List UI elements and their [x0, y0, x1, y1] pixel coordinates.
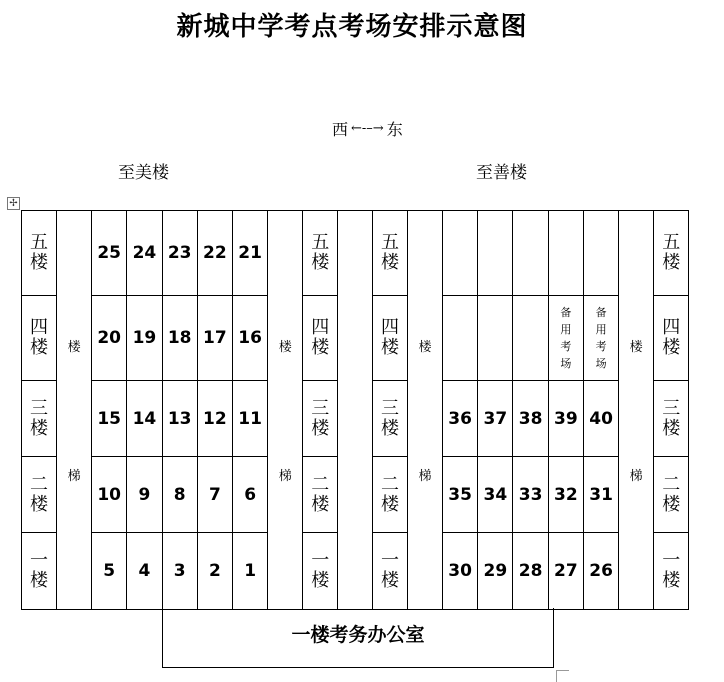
exam-room: 4	[127, 533, 162, 610]
exam-room: 40	[583, 381, 618, 457]
floor-label: 四 楼	[654, 296, 689, 381]
exam-room: 3	[162, 533, 197, 610]
building-label-zhimei: 至美楼	[118, 163, 169, 183]
empty-cell	[548, 211, 583, 296]
exam-room: 35	[443, 457, 478, 533]
floor-label: 二 楼	[372, 457, 407, 533]
empty-cell	[478, 296, 513, 381]
exam-room: 21	[233, 211, 268, 296]
exam-room: 18	[162, 296, 197, 381]
floor-label: 五 楼	[303, 211, 338, 296]
exam-room: 9	[127, 457, 162, 533]
exam-room: 13	[162, 381, 197, 457]
exam-room: 15	[92, 381, 127, 457]
stair-char-top: 楼	[418, 340, 432, 355]
direction-arrow-icon: ←-–→	[351, 121, 384, 136]
spare-exam-room: 备 用 考 场	[583, 296, 618, 381]
floor-label: 五 楼	[654, 211, 689, 296]
exam-room: 31	[583, 457, 618, 533]
stair-char-bottom: 梯	[418, 469, 432, 484]
exam-room: 30	[443, 533, 478, 610]
empty-cell	[478, 211, 513, 296]
exam-room: 2	[197, 533, 232, 610]
floor-label: 二 楼	[303, 457, 338, 533]
exam-room: 1	[233, 533, 268, 610]
exam-room: 33	[513, 457, 548, 533]
stair-char-bottom: 梯	[278, 469, 292, 484]
exam-room: 19	[127, 296, 162, 381]
floor-label: 一 楼	[654, 533, 689, 610]
floor-label: 二 楼	[654, 457, 689, 533]
exam-room: 34	[478, 457, 513, 533]
table-move-handle-icon[interactable]: ✢	[7, 197, 20, 210]
floor-label: 一 楼	[303, 533, 338, 610]
floor-label: 四 楼	[372, 296, 407, 381]
floor-label: 二 楼	[22, 457, 57, 533]
exam-room: 27	[548, 533, 583, 610]
floor-label: 三 楼	[654, 381, 689, 457]
exam-office-label: 一楼考务办公室	[291, 624, 425, 646]
empty-cell	[443, 296, 478, 381]
exam-room: 14	[127, 381, 162, 457]
stair-char-top: 楼	[67, 340, 81, 355]
exam-room: 36	[443, 381, 478, 457]
exam-room: 26	[583, 533, 618, 610]
empty-cell	[513, 296, 548, 381]
exam-room: 20	[92, 296, 127, 381]
page-title: 新城中学考点考场安排示意图	[176, 12, 528, 42]
stair-char-top: 楼	[629, 340, 643, 355]
exam-room: 11	[233, 381, 268, 457]
table-resize-handle[interactable]	[556, 670, 569, 682]
spare-exam-room: 备 用 考 场	[548, 296, 583, 381]
exam-room: 22	[197, 211, 232, 296]
exam-room: 29	[478, 533, 513, 610]
stair-char-top: 楼	[278, 340, 292, 355]
floor-label: 三 楼	[372, 381, 407, 457]
exam-room: 39	[548, 381, 583, 457]
empty-cell	[513, 211, 548, 296]
courtyard-gap	[338, 211, 373, 610]
direction-indicator	[332, 117, 403, 140]
exam-room: 8	[162, 457, 197, 533]
exam-room: 32	[548, 457, 583, 533]
empty-cell	[583, 211, 618, 296]
stair-char-bottom: 梯	[629, 469, 643, 484]
empty-cell	[443, 211, 478, 296]
exam-room: 12	[197, 381, 232, 457]
exam-room: 25	[92, 211, 127, 296]
exam-room: 17	[197, 296, 232, 381]
exam-room: 6	[233, 457, 268, 533]
exam-room: 37	[478, 381, 513, 457]
exam-office-box	[162, 608, 554, 668]
exam-room: 28	[513, 533, 548, 610]
floor-label: 五 楼	[372, 211, 407, 296]
stair-char-bottom: 梯	[67, 469, 81, 484]
exam-room: 16	[233, 296, 268, 381]
stairwell	[268, 211, 303, 610]
building-label-zhishan: 至善楼	[476, 163, 527, 183]
floor-label: 一 楼	[22, 533, 57, 610]
floor-label: 五 楼	[22, 211, 57, 296]
east-label: 东	[386, 120, 403, 139]
west-label: 西	[332, 120, 349, 139]
floor-label: 一 楼	[372, 533, 407, 610]
exam-room: 38	[513, 381, 548, 457]
exam-room: 23	[162, 211, 197, 296]
floor-label: 三 楼	[22, 381, 57, 457]
exam-room: 10	[92, 457, 127, 533]
floor-label: 四 楼	[22, 296, 57, 381]
exam-room: 7	[197, 457, 232, 533]
stairwell	[408, 211, 443, 610]
stairwell	[619, 211, 654, 610]
exam-room-layout-table	[21, 210, 724, 610]
stairwell	[57, 211, 92, 610]
exam-room: 5	[92, 533, 127, 610]
floor-label: 四 楼	[303, 296, 338, 381]
exam-room: 24	[127, 211, 162, 296]
floor-label: 三 楼	[303, 381, 338, 457]
